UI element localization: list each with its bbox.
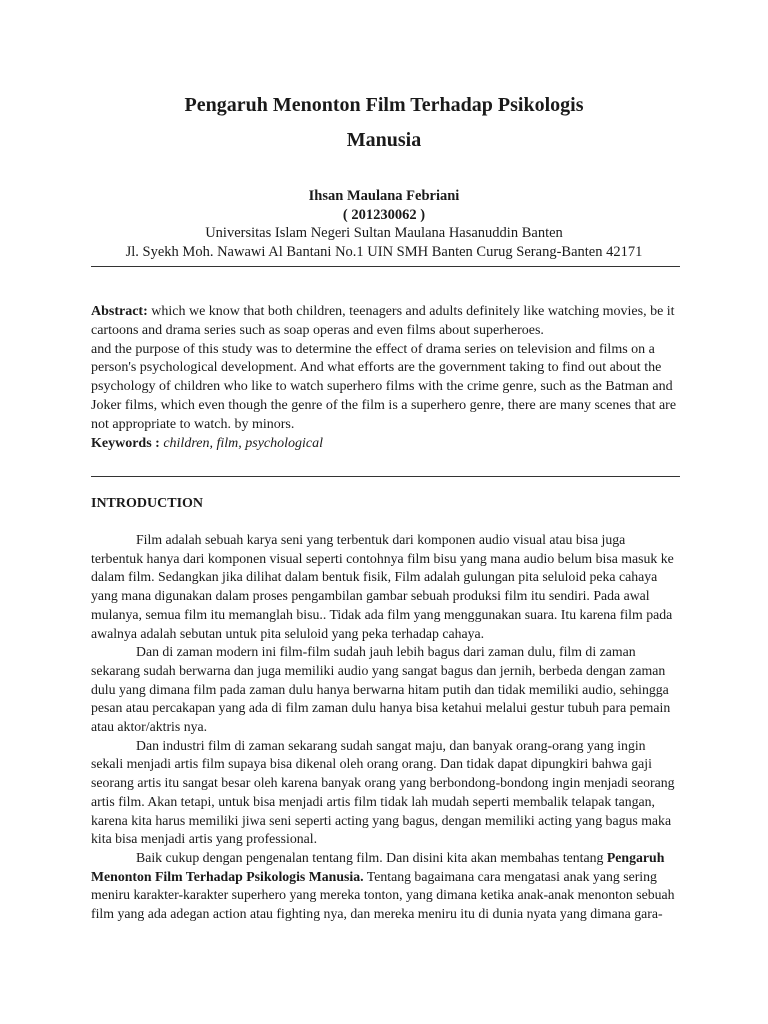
author-affiliation: Universitas Islam Negeri Sultan Maulana Hasanuddin Banten xyxy=(205,225,563,241)
abstract-line: Joker films, which even though the genre of the film is a superhero genre, there are many scenes that are xyxy=(91,397,677,413)
paragraph-line: dulu yang dimana film pada zaman dulu hanya berwarna hitam putih dan tidak memiliki audio, sehingga xyxy=(91,681,669,697)
keywords-label: Keywords : xyxy=(91,435,164,451)
paragraph-line: dalam film. Sedangkan jika dilihat dalam bentuk fisik, Film adalah gulungan pita seluloid peka cahaya xyxy=(91,569,658,585)
paragraph-line: sekali menjadi artis film supaya bisa dikenal oleh orang orang. Dan tidak dapat dipungkiri bahwa gaji xyxy=(91,756,652,772)
paragraph-emphasis: Pengaruh xyxy=(606,849,665,865)
abstract-line: cartoons and drama series such as soap operas and even films about superheroes. xyxy=(91,322,544,338)
abstract-divider xyxy=(91,476,680,477)
paragraph-line xyxy=(91,868,681,887)
paper-title-line1: Pengaruh Menonton Film Terhadap Psikologis xyxy=(184,94,584,116)
paragraph-line: karena kita harus memiliki jiwa seni seperti acting yang bagus, dengan memiliki acting yang bagus maka xyxy=(91,812,672,828)
abstract-label: Abstract: xyxy=(91,304,148,319)
paragraph-line: Dan industri film di zaman sekarang sudah sangat maju, dan banyak orang-orang yang ingin xyxy=(136,737,646,753)
keywords-line xyxy=(91,435,681,454)
introduction-heading: INTRODUCTION xyxy=(91,496,204,511)
paragraph-line: atau aktor/aktris nya. xyxy=(91,719,208,735)
paragraph-line: Dan di zaman modern ini film-film sudah jauh lebih bagus dari zaman dulu, film di zaman xyxy=(136,644,636,660)
paragraph-emphasis: Menonton Film Terhadap Psikologis Manusia. xyxy=(91,868,364,884)
paragraph-line: kita bisa menjadi artis yang professional. xyxy=(91,831,318,847)
abstract-text: which we know that both children, teenagers and adults definitely like watching movies, be it xyxy=(147,304,675,319)
paragraph-line: meniru karakter-karakter superhero yang mereka tonton, yang dimana ketika anak-anak menonton sebuah xyxy=(91,887,675,903)
paragraph-text: Tentang bagaimana cara mengatasi anak yang sering xyxy=(363,868,657,884)
paragraph-line: yang mana digunakan dalam proses pengambilan gambar sebuah produksi film itu sendiri. Pada awal xyxy=(91,588,650,604)
abstract-section xyxy=(91,303,681,453)
paragraph-line: awalnya adalah sebutan untuk pita seluloid yang peka terhadap cahaya. xyxy=(91,625,485,641)
paragraph-line: pesan atau percakapan yang ada di film zaman dulu hanya bisa ketahui melalui gestur tubuh para pemain xyxy=(91,700,671,716)
keywords-text: children, film, psychological xyxy=(163,435,324,451)
paragraph-line: artis film. Akan tetapi, untuk bisa menjadi artis film tidak lah mudah seperti membalik telapak tangan, xyxy=(91,793,655,809)
author-block xyxy=(0,187,768,261)
author-address: Jl. Syekh Moh. Nawawi Al Bantani No.1 UIN SMH Banten Curug Serang-Banten 42171 xyxy=(125,243,643,260)
abstract-line: psychology of children who like to watch superhero films with the crime genre, such as the Batman and xyxy=(91,379,673,395)
header-divider xyxy=(91,266,680,267)
abstract-line: person's psychological development. And what efforts are the government taking to find out about the xyxy=(91,360,662,376)
abstract-line xyxy=(91,303,681,322)
paragraph-line: seorang artis itu sangat besar oleh karena banyak orang yang berbondong-bondong ingin menjadi seorang xyxy=(91,775,675,791)
introduction-body xyxy=(91,531,681,924)
paragraph-line: Film adalah sebuah karya seni yang terbentuk dari komponen audio visual atau bisa juga xyxy=(136,532,626,547)
paragraph-line xyxy=(91,849,681,868)
paper-title-line2: Manusia xyxy=(346,129,422,151)
author-id: ( 201230062 ) xyxy=(342,206,426,223)
paragraph-line: terbentuk hanya dari komponen visual seperti contohnya film bisu yang mana audio belum bisa masuk ke xyxy=(91,550,674,566)
abstract-line: and the purpose of this study was to determine the effect of drama series on television and films on a xyxy=(91,341,655,357)
abstract-line: not appropriate to watch. by minors. xyxy=(91,416,295,432)
paragraph-line: sekarang sudah berwarna dan juga memiliki audio yang sangat bagus dan jernih, berbeda dengan zaman xyxy=(91,662,666,678)
paragraph-line: film yang ada adegan action atau fighting nya, dan mereka meniru itu di dunia nyata yang dimana gara- xyxy=(91,906,663,922)
paragraph-text: Baik cukup dengan pengenalan tentang film. Dan disini kita akan membahas tentang xyxy=(136,849,607,865)
author-name: Ihsan Maulana Febriani xyxy=(308,188,460,204)
paragraph-line: mulanya, semua film itu memanglah bisu.. Tidak ada film yang menggunakan suara. Itu karena film pada xyxy=(91,606,673,622)
